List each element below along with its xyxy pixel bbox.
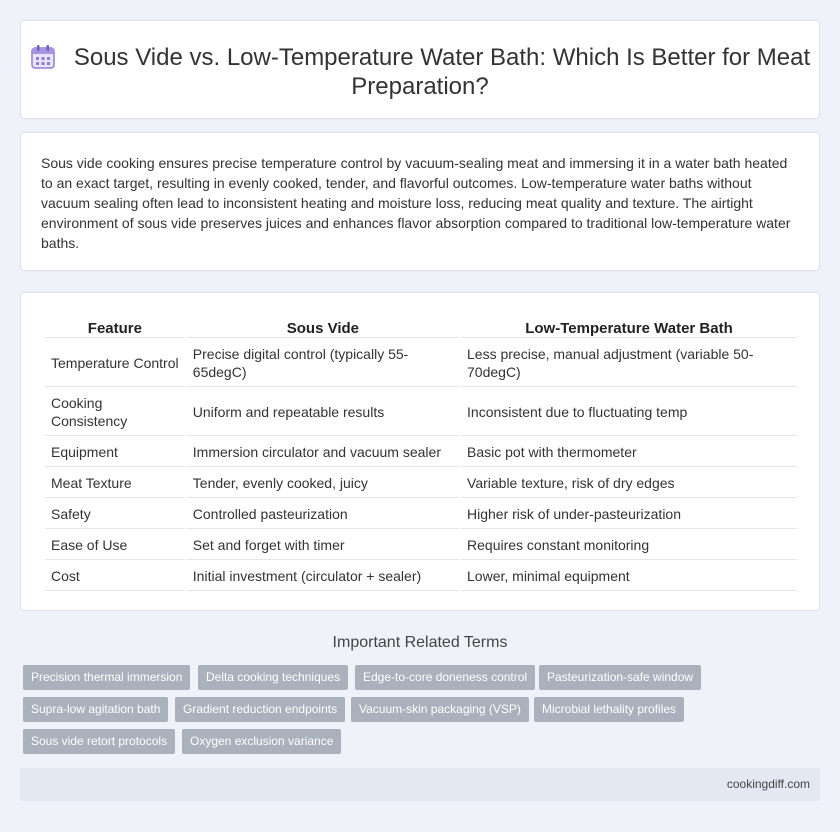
related-terms-title: Important Related Terms [332,634,508,651]
table-cell: Cost [45,562,185,591]
table-header-row [45,317,797,338]
term-tag[interactable]: Microbial lethality profiles [534,697,684,722]
header-water-bath: Low-Temperature Water Bath [461,317,797,338]
term-tag[interactable]: Vacuum-skin packaging (VSP) [351,697,529,722]
page-title: Sous Vide vs. Low-Temperature Water Bath: Which Is Better for Meat Preparation? [73,44,811,100]
table-row [45,469,797,498]
term-tag[interactable]: Precision thermal immersion [23,665,190,690]
intro-card [20,132,820,271]
term-tag[interactable]: Gradient reduction endpoints [175,697,345,722]
header-card [20,20,820,119]
table-cell: Tender, evenly cooked, juicy [187,469,459,498]
intro-paragraph: Sous vide cooking ensures precise temperature control by vacuum-sealing meat and immersing it in a water bath heated to an exact target, resulting in evenly cooked, tender, and flavorful outcomes. Low-temperature water baths without vacuum sealing often lead to inconsistent heating and moisture loss, reducing meat quality and texture. The airtight environment of sous vide preserves juices and enhances flavor absorption compared to traditional low-temperature water baths. [41,155,791,251]
term-tag[interactable]: Supra-low agitation bath [23,697,168,722]
table-cell: Higher risk of under-pasteurization [461,500,797,529]
title-wrap [21,43,819,101]
table-cell: Set and forget with timer [187,531,459,560]
term-tag[interactable]: Sous vide retort protocols [23,729,175,754]
footer-site: cookingdiff.com [726,777,810,791]
table-cell: Temperature Control [45,340,185,387]
table-cell: Meat Texture [45,469,185,498]
table-cell: Uniform and repeatable results [187,389,459,436]
table-row [45,562,797,591]
table-cell: Variable texture, risk of dry edges [461,469,797,498]
term-tag[interactable]: Oxygen exclusion variance [182,729,341,754]
table-cell: Safety [45,500,185,529]
comparison-table [43,315,799,593]
table-cell: Initial investment (circulator + sealer) [187,562,459,591]
table-cell: Basic pot with thermometer [461,438,797,467]
table-cell: Lower, minimal equipment [461,562,797,591]
table-row [45,500,797,529]
table-cell: Cooking Consistency [45,389,185,436]
header-feature: Feature [45,317,185,338]
table-cell: Controlled pasteurization [187,500,459,529]
table-row [45,340,797,387]
table-cell: Less precise, manual adjustment (variable 50-70degC) [461,340,797,387]
table-cell: Ease of Use [45,531,185,560]
table-row [45,389,797,436]
footer [20,768,820,801]
table-row [45,438,797,467]
term-tag[interactable]: Pasteurization-safe window [539,665,701,690]
calendar-icon [30,44,56,70]
table-cell: Immersion circulator and vacuum sealer [187,438,459,467]
table-cell: Requires constant monitoring [461,531,797,560]
term-tag[interactable]: Edge-to-core doneness control [355,665,535,690]
table-row [45,531,797,560]
table-cell: Precise digital control (typically 55-65degC) [187,340,459,387]
table-cell: Equipment [45,438,185,467]
comparison-card [20,292,820,611]
table-cell: Inconsistent due to fluctuating temp [461,389,797,436]
header-sous-vide: Sous Vide [187,317,459,338]
term-tag[interactable]: Delta cooking techniques [198,665,348,690]
